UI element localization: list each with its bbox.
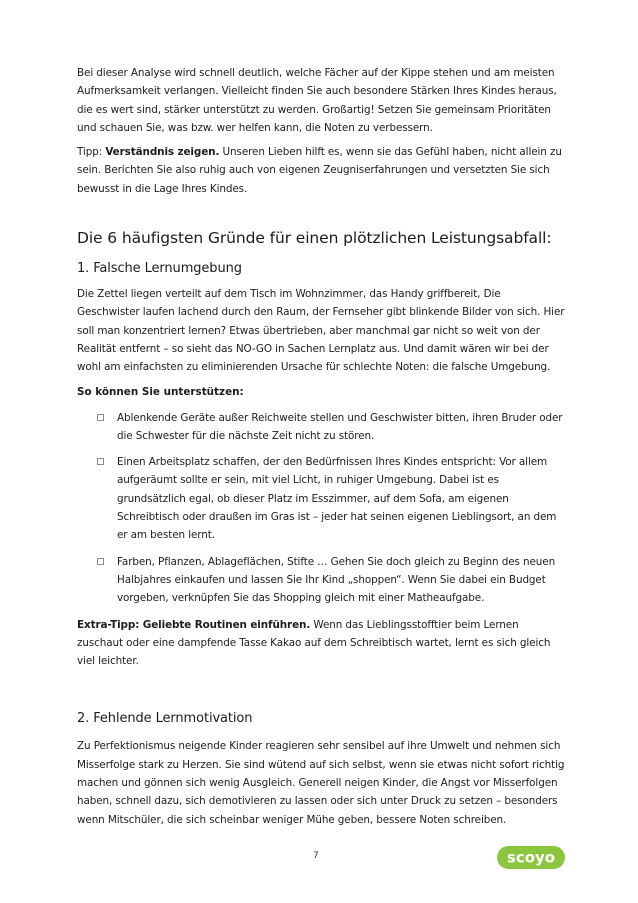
- checkbox-bullet-icon: [97, 414, 104, 421]
- section2-body: Zu Perfektionismus neigende Kinder reagieren sehr sensibel auf ihre Umwelt und nehmen sich Misserfolge stark zu Herzen. Sie sind wütend auf sich selbst, wenn sie etwas nicht sofort richtig machen und gönnen sich wenig Ausgleich. Generell neigen Kinder, die Angst vor Misserfolgen haben, schnell dazu, sich demotivieren zu lassen oder sich unter Druck zu setzen – besonders wenn Mitschüler, die sich scheinbar weniger Mühe geben, bessere Noten schreiben.: [77, 740, 565, 826]
- tip-text: Unseren Lieben hilft es, wenn sie das Gefühl haben, nicht allein zu sein. Berichten Sie also ruhig auch von eigenen Zeugniserfahrungen und versetzten Sie sich bewusst in die Lage Ihres Kindes.: [77, 146, 562, 195]
- main-heading: Die 6 häufigsten Gründe für einen plötzlichen Leistungsabfall:: [77, 229, 552, 248]
- list-item-text: Einen Arbeitsplatz schaffen, der den Bedürfnissen Ihres Kindes entspricht: Vor allem aufgeräumt sollte er sein, mit viel Licht, in ruhiger Umgebung. Dabei ist es grundsätzlich egal, ob dieser Platz im Esszimmer, auf dem Sofa, am eigenen Schreibtisch oder draußen im Gras ist – jeder hat seinen eigenen Lieblingsort, an dem er am besten lernt.: [117, 456, 557, 542]
- list-item: [97, 453, 565, 544]
- section1-title: 1. Falsche Lernumgebung: [77, 261, 242, 277]
- checkbox-bullet-icon: [97, 458, 104, 465]
- support-list: [77, 409, 565, 608]
- list-item-text: Farben, Pflanzen, Ablageflächen, Stifte … Gehen Sie doch gleich zu Beginn des neuen Halbjahres einkaufen und lassen Sie Ihr Kind „shoppen“. Wenn Sie dabei ein Budget vorgeben, verknüpfen Sie das Shopping gleich mit einer Matheaufgabe.: [117, 555, 556, 605]
- intro-paragraph: Bei dieser Analyse wird schnell deutlich, welche Fächer auf der Kippe stehen und am meisten Aufmerksamkeit verlangen. Vielleicht finden Sie auch besondere Stärken Ihres Kindes heraus, die es wert sind, stärker unterstützt zu werden. Großartig! Setzen Sie gemeinsam Prioritäten und schauen Sie, was bzw. wer helfen kann, die Noten zu verbessern.: [77, 67, 557, 134]
- section2-title: 2. Fehlende Lernmotivation: [77, 711, 253, 727]
- scoyo-logo: [497, 846, 565, 869]
- list-item: [97, 409, 565, 446]
- checkbox-bullet-icon: [97, 558, 104, 565]
- list-item-text: Ablenkende Geräte außer Reichweite stellen und Geschwister bitten, ihren Bruder oder die Schwester für die nächste Zeit nicht zu stören.: [117, 411, 563, 442]
- page-number: 7: [313, 851, 319, 861]
- tip-paragraph: [77, 143, 565, 198]
- extra-tip-text: Wenn das Lieblingsstofftier beim Lernen zuschaut oder eine dampfende Tasse Kakao auf dem Schreibtisch wartet, lernt es sich gleich viel leichter.: [77, 618, 551, 668]
- document-page: [77, 64, 565, 829]
- extra-tip-bold: Extra-Tipp: Geliebte Routinen einführen.: [77, 618, 311, 631]
- tip-bold: Verständnis zeigen.: [105, 146, 220, 159]
- tip-prefix: Tipp:: [77, 146, 106, 159]
- section1-subheading: So können Sie unterstützen:: [77, 385, 244, 398]
- section1-body: Die Zettel liegen verteilt auf dem Tisch im Wohnzimmer, das Handy griffbereit, Die Geschwister laufen lachend durch den Raum, der Fernseher gibt blinkende Bilder von sich. Hier soll man konzentriert lernen? Etwas übertrieben, aber manchmal gar nicht so weit von der Realität entfernt – so sieht das NO-GO in Sachen Lernplatz aus. Und damit wären wir bei der wohl am einfachsten zu eliminierenden Ursache für schlechte Noten: die falsche Umgebung.: [77, 288, 565, 374]
- extra-tip-paragraph: [77, 616, 565, 671]
- logo-text: scoyo: [506, 848, 556, 867]
- list-item: [97, 553, 565, 608]
